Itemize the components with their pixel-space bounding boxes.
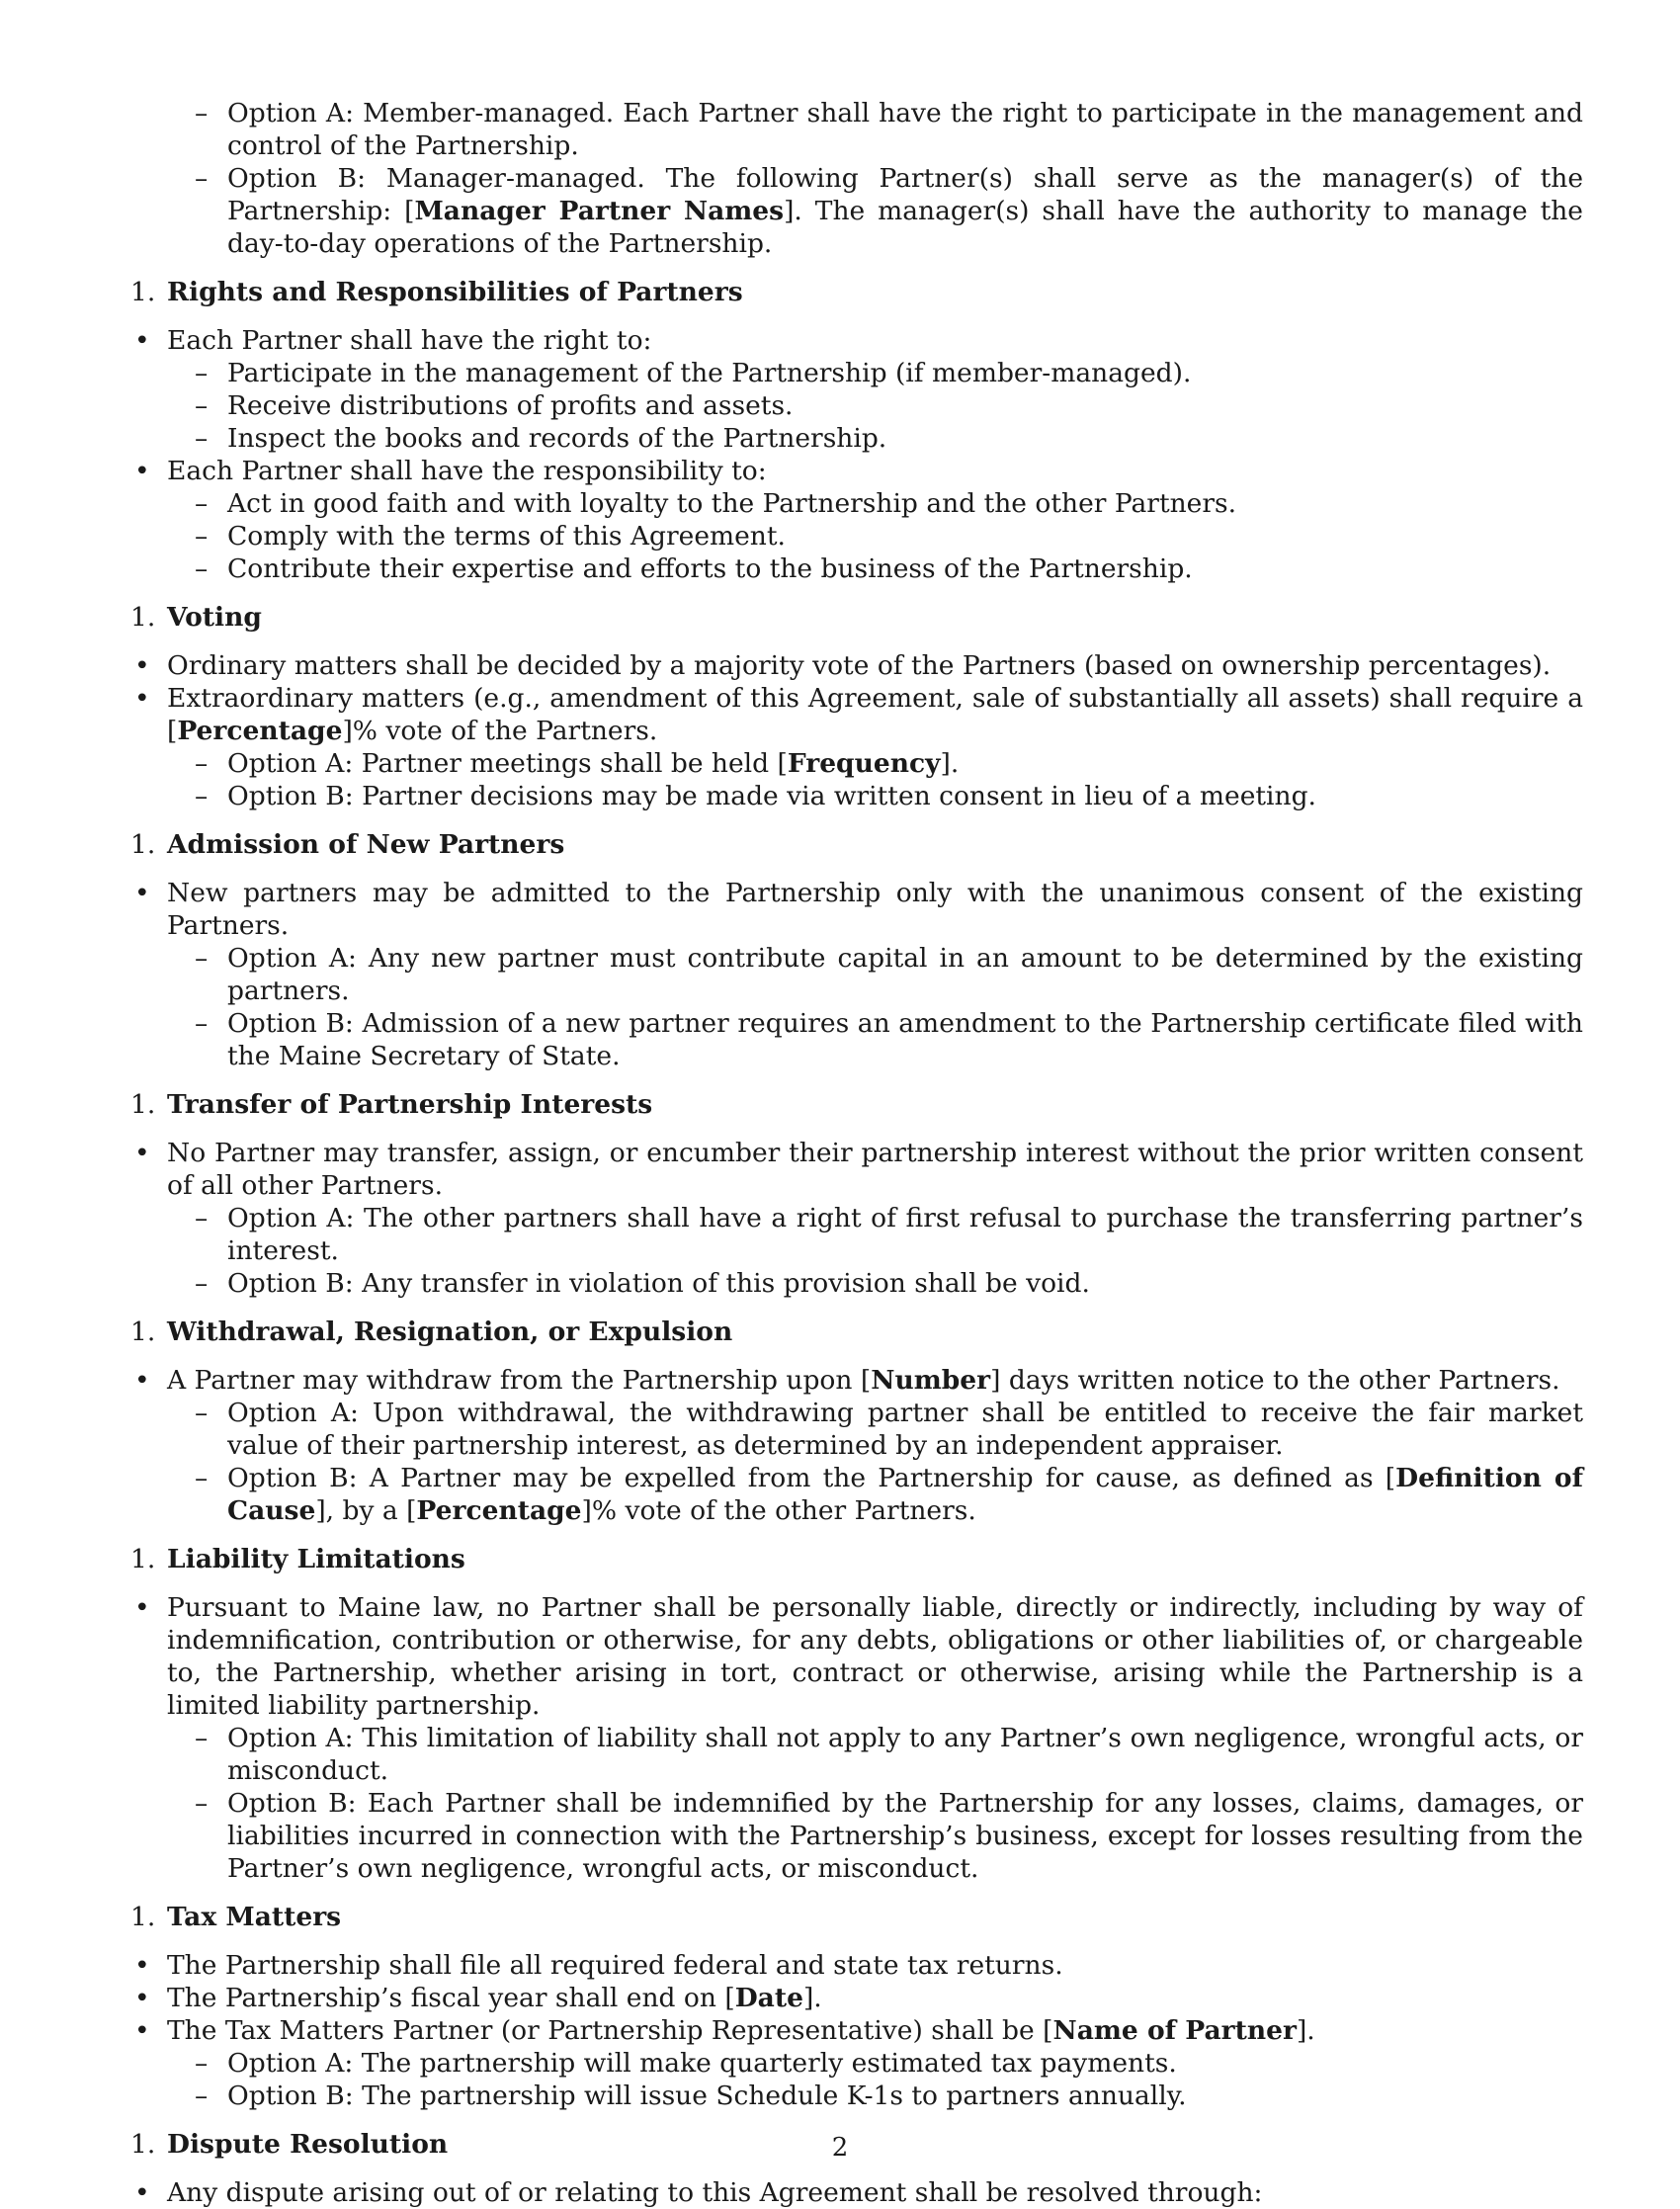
section-title: Liability Limitations	[167, 1544, 465, 1574]
bullet-item	[130, 1137, 1583, 1202]
dash-icon: –	[195, 748, 209, 779]
sub-list-item	[130, 1787, 1583, 1885]
text: Pursuant to Maine law, no Partner shall be personally liable, directly or indirectly, including by way of indemnification, contribution or otherwise, for any debts, obligations or other liabilities of, or chargeable to, the Partnership, whether arising in tort, contract or otherwise, arising while the Partnership is a limited liability partnership.	[167, 1592, 1583, 1721]
bullet-icon: •	[134, 878, 150, 908]
sub-list-item	[130, 97, 1583, 162]
dash-icon: –	[195, 2081, 209, 2111]
section-number: 1.	[130, 2129, 156, 2160]
text: Act in good faith and with loyalty to the Partnership and the other Partners.	[227, 488, 1237, 519]
text: The Partnership shall file all required federal and state tax returns.	[167, 1950, 1063, 1981]
section-title: Admission of New Partners	[167, 829, 565, 860]
dash-icon: –	[195, 423, 209, 454]
bullet-icon: •	[134, 456, 150, 486]
bullet-item	[130, 455, 1583, 487]
section-title: Tax Matters	[167, 1902, 342, 1932]
sub-list-item	[130, 1267, 1583, 1300]
text: Contribute their expertise and efforts to the business of the Partnership.	[227, 553, 1193, 584]
text: Option A: This limitation of liability shall not apply to any Partner’s own negligence, wrongful acts, or misconduct.	[227, 1723, 1583, 1786]
text: Inspect the books and records of the Partnership.	[227, 423, 887, 454]
text: ]% vote of the other Partners.	[581, 1495, 976, 1526]
text: Option B: Partner decisions may be made via written consent in lieu of a meeting.	[227, 781, 1316, 811]
bullet-item	[130, 2176, 1583, 2209]
section-heading	[130, 601, 1583, 634]
dash-icon: –	[195, 1268, 209, 1299]
text: ].	[802, 1983, 822, 2013]
text: ]. The manager(s) shall have the authority to manage the day-to-day operations of the Partnership.	[227, 196, 1583, 259]
bullet-item	[130, 324, 1583, 357]
dash-icon: –	[195, 943, 209, 974]
text: Each Partner shall have the responsibility to:	[167, 456, 767, 486]
text: Option A: Partner meetings shall be held [	[227, 748, 788, 779]
dash-icon: –	[195, 781, 209, 811]
text: Each Partner shall have the right to:	[167, 325, 652, 356]
dash-icon: –	[195, 358, 209, 388]
sections-container	[130, 276, 1583, 2209]
text: Option B: The partnership will issue Schedule K-1s to partners annually.	[227, 2081, 1187, 2111]
placeholder-field: Number	[871, 1365, 991, 1396]
bullet-icon: •	[134, 2177, 150, 2208]
placeholder-field: Name of Partner	[1052, 2015, 1297, 2046]
section-number: 1.	[130, 829, 156, 860]
sub-list-item	[130, 1722, 1583, 1787]
section-title: Voting	[167, 602, 262, 633]
dash-icon: –	[195, 98, 209, 128]
section-number: 1.	[130, 602, 156, 633]
text: Comply with the terms of this Agreement.	[227, 521, 786, 552]
text: ] days written notice to the other Partners.	[990, 1365, 1560, 1396]
bullet-item	[130, 1364, 1583, 1397]
sub-list-item	[130, 357, 1583, 389]
sub-list-item	[130, 389, 1583, 422]
dash-icon: –	[195, 1398, 209, 1428]
bullet-list	[130, 2176, 1583, 2209]
section-title: Dispute Resolution	[167, 2129, 449, 2160]
text: ]% vote of the Partners.	[342, 716, 658, 746]
bullet-list	[130, 1591, 1583, 1885]
bullet-list	[130, 649, 1583, 812]
section-number: 1.	[130, 277, 156, 307]
bullet-item	[130, 649, 1583, 682]
sub-list-item	[130, 1397, 1583, 1462]
text: The Partnership’s fiscal year shall end on [	[167, 1983, 735, 2013]
text: Option B: A Partner may be expelled from the Partnership for cause, as defined as [	[227, 1463, 1396, 1493]
section-heading	[130, 1543, 1583, 1575]
dash-icon: –	[195, 163, 209, 194]
text: ], by a [	[315, 1495, 417, 1526]
text: ].	[940, 748, 960, 779]
section-title: Withdrawal, Resignation, or Expulsion	[167, 1317, 733, 1347]
dash-icon: –	[195, 553, 209, 584]
bullet-item	[130, 1982, 1583, 2014]
text: Option B: Admission of a new partner requires an amendment to the Partnership certificate filed with the Maine Secretary of State.	[227, 1008, 1583, 1071]
placeholder-field: Percentage	[416, 1495, 582, 1526]
bullet-item	[130, 682, 1583, 747]
sub-list-item	[130, 422, 1583, 455]
placeholder-field: Date	[734, 1983, 803, 2013]
section-number: 1.	[130, 1902, 156, 1932]
bullet-list	[130, 1137, 1583, 1300]
bullet-icon: •	[134, 1592, 150, 1623]
placeholder-field: Definition of Cause	[227, 1463, 1583, 1526]
dash-icon: –	[195, 488, 209, 519]
bullet-icon: •	[134, 1138, 150, 1168]
bullet-icon: •	[134, 1950, 150, 1981]
section-heading	[130, 1088, 1583, 1121]
bullet-icon: •	[134, 683, 150, 714]
sub-list-item	[130, 487, 1583, 520]
text: Any dispute arising out of or relating to this Agreement shall be resolved through:	[167, 2177, 1263, 2208]
text: Option A: Any new partner must contribute capital in an amount to be determined by the existing partners.	[227, 943, 1583, 1006]
text: Option A: Member-managed. Each Partner shall have the right to participate in the management and control of the Partnership.	[227, 98, 1583, 161]
sub-list-item	[130, 162, 1583, 260]
sub-list-item	[130, 780, 1583, 812]
dash-icon: –	[195, 1463, 209, 1493]
text: No Partner may transfer, assign, or encumber their partnership interest without the prior written consent of all other Partners.	[167, 1138, 1583, 1201]
bullet-item	[130, 1591, 1583, 1722]
dash-icon: –	[195, 1788, 209, 1819]
placeholder-field: Manager Partner Names	[414, 196, 785, 226]
bullet-icon: •	[134, 1983, 150, 2013]
text: The Tax Matters Partner (or Partnership Representative) shall be [	[167, 2015, 1053, 2046]
bullet-item	[130, 1949, 1583, 1982]
sub-list-item	[130, 1202, 1583, 1267]
bullet-list	[130, 877, 1583, 1072]
bullet-icon: •	[134, 1365, 150, 1396]
intro-options	[130, 97, 1583, 260]
sub-list-item	[130, 2047, 1583, 2080]
placeholder-field: Frequency	[787, 748, 941, 779]
page-number: 2	[831, 2133, 849, 2163]
bullet-icon: •	[134, 325, 150, 356]
section-heading	[130, 828, 1583, 861]
section-number: 1.	[130, 1089, 156, 1120]
dash-icon: –	[195, 1008, 209, 1039]
sub-list-item	[130, 2080, 1583, 2112]
text: A Partner may withdraw from the Partnership upon [	[167, 1365, 872, 1396]
sub-list-item	[130, 552, 1583, 585]
bullet-icon: •	[134, 2015, 150, 2046]
document-body	[130, 97, 1583, 2209]
dash-icon: –	[195, 521, 209, 552]
text: Receive distributions of profits and assets.	[227, 390, 794, 421]
dash-icon: –	[195, 390, 209, 421]
section-heading	[130, 1901, 1583, 1933]
sub-list-item	[130, 1007, 1583, 1072]
text: ].	[1296, 2015, 1315, 2046]
text: Participate in the management of the Partnership (if member-managed).	[227, 358, 1192, 388]
bullet-list	[130, 1364, 1583, 1527]
section-heading	[130, 1316, 1583, 1348]
text: Option B: Each Partner shall be indemnified by the Partnership for any losses, claims, damages, or liabilities incurred in connection with the Partnership’s business, except for losses resulting from the Partner’s own negligence, wrongful acts, or misconduct.	[227, 1788, 1583, 1884]
bullet-item	[130, 877, 1583, 942]
text: Option A: The other partners shall have a right of first refusal to purchase the transferring partner’s interest.	[227, 1203, 1583, 1266]
text: Option A: The partnership will make quarterly estimated tax payments.	[227, 2048, 1177, 2079]
dash-icon: –	[195, 1723, 209, 1753]
text: New partners may be admitted to the Partnership only with the unanimous consent of the existing Partners.	[167, 878, 1583, 941]
sub-list-item	[130, 747, 1583, 780]
bullet-item	[130, 2014, 1583, 2047]
section-number: 1.	[130, 1317, 156, 1347]
section-title: Rights and Responsibilities of Partners	[167, 277, 743, 307]
text: Option A: Upon withdrawal, the withdrawing partner shall be entitled to receive the fair market value of their partnership interest, as determined by an independent appraiser.	[227, 1398, 1583, 1461]
bullet-icon: •	[134, 650, 150, 681]
section-heading	[130, 276, 1583, 308]
section-title: Transfer of Partnership Interests	[167, 1089, 653, 1120]
placeholder-field: Percentage	[177, 716, 343, 746]
sub-list-item	[130, 942, 1583, 1007]
sub-list-item	[130, 520, 1583, 552]
bullet-list	[130, 1949, 1583, 2112]
text: Extraordinary matters (e.g., amendment of this Agreement, sale of substantially all assets) shall require a [	[167, 683, 1583, 746]
dash-icon: –	[195, 1203, 209, 1233]
bullet-list	[130, 324, 1583, 585]
text: Option B: Manager-managed. The following Partner(s) shall serve as the manager(s) of the Partnership: [	[227, 163, 1583, 226]
sub-list-item	[130, 1462, 1583, 1527]
section-number: 1.	[130, 1544, 156, 1574]
text: Ordinary matters shall be decided by a majority vote of the Partners (based on ownership percentages).	[167, 650, 1552, 681]
text: Option B: Any transfer in violation of this provision shall be void.	[227, 1268, 1090, 1299]
dash-icon: –	[195, 2048, 209, 2079]
